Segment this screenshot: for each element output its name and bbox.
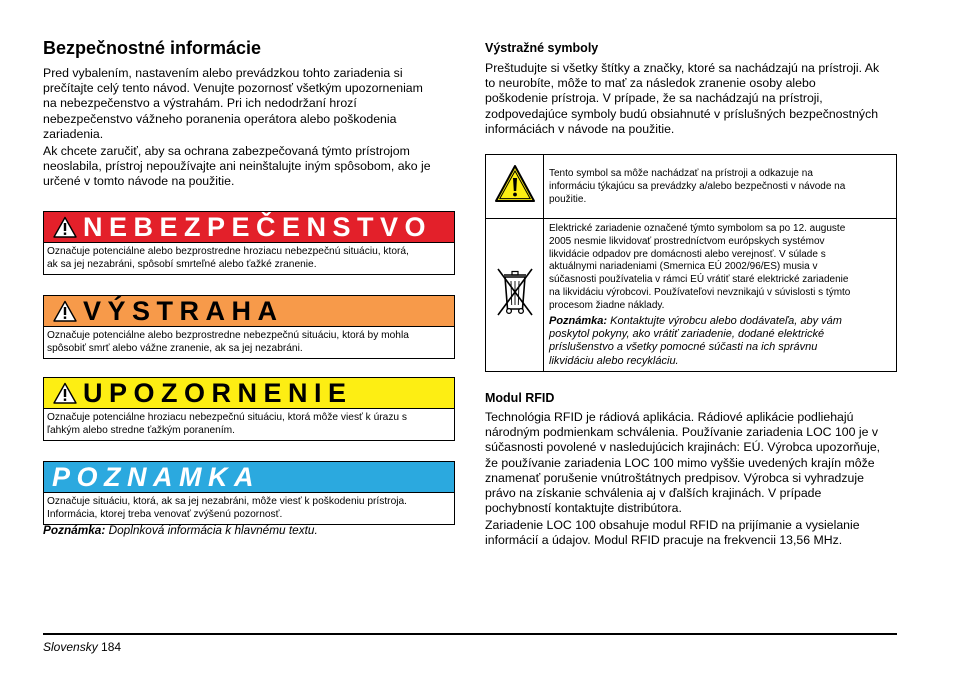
text-line: zodpovedajúce symboly budú obsiahnuté v príslušných bezpečnostných (485, 106, 879, 121)
page-number: 184 (101, 640, 122, 654)
danger-banner (44, 212, 454, 243)
footer-language: Slovensky (43, 640, 98, 654)
warning-triangle-icon (53, 300, 77, 322)
symbol-description (544, 219, 897, 372)
warning-triangle-icon (493, 163, 537, 205)
page-footer (43, 640, 121, 654)
text-line: použitie. (549, 193, 587, 205)
text-line: informáciách v návode na použitie. (485, 121, 675, 136)
text-line: spôsobiť smrť alebo vážne zranenie, ak sa jej nezabráni. (47, 343, 303, 354)
text-line: Tento symbol sa môže nachádzať na prístroji a odkazuje na (549, 168, 813, 179)
danger-triangle-icon (53, 216, 77, 238)
text-line: ľahkým alebo stredne ťažkým poranením. (47, 425, 235, 436)
warning-banner (44, 296, 454, 327)
notice-box (43, 461, 455, 525)
text-line (549, 315, 891, 328)
text-line: znamenať porušenie vnútroštátnych predpisov. Výrobca si vyhradzuje (485, 470, 864, 485)
warning-title: VÝSTRAHA (83, 296, 284, 326)
caution-triangle-icon (53, 382, 77, 404)
text-line: likvidáciu alebo recykláciu. (549, 354, 679, 367)
rfid-paragraph-1 (485, 410, 880, 516)
rfid-paragraph-2 (485, 518, 860, 548)
text-line: Informácia, ktorej treba venovať zvýšenú pozornosť. (47, 509, 283, 520)
text-line: ak sa jej nezabráni, spôsobí smrteľné alebo ťažké zranenie. (47, 259, 317, 270)
text-line: to neurobíte, môže to mať za následok zranenie osoby alebo (485, 76, 816, 91)
text-line: aktuálnymi nariadeniami (Smernica EÚ 2002/96/ES) musia v (549, 261, 818, 273)
text-line: Elektrické zariadenie označené týmto symbolom sa po 12. auguste (549, 223, 846, 234)
symbol-description (544, 155, 897, 219)
symbol-note (549, 315, 891, 369)
notice-title: POZNAMKA (52, 462, 260, 492)
notice-banner (44, 462, 454, 493)
text-line: Označuje potenciálne alebo bezprostredne hroziacu nebezpečnú situáciu, ktorá, (47, 246, 409, 257)
table-row (486, 155, 897, 219)
text-line: národným podmienkam schválenia. Používanie zariadenia LOC 100 je v (485, 425, 879, 440)
text-line: právo na získanie schválenia aj v ďalších krajinách. V prípade (485, 486, 822, 501)
note-line (43, 523, 318, 537)
text-line: prečítajte celý tento návod. Venujte pozornosť všetkým upozorneniam (43, 81, 423, 96)
text-line: Označuje potenciálne hroziacu nebezpečnú situáciu, ktorá môže viesť k úrazu s (47, 412, 408, 423)
notice-description (44, 493, 454, 524)
crossed-out-wheelie-bin-icon (495, 265, 535, 321)
text-line: 2005 nesmie likvidovať prostredníctvom európskych systémov (549, 235, 825, 247)
footer-rule (43, 633, 897, 635)
warning-box (43, 295, 455, 359)
symbols-heading: Výstražné symboly (485, 41, 599, 55)
table-row (486, 219, 897, 372)
note-label: Poznámka: (43, 523, 106, 537)
text-line: príslušenstvo a všetky pomocné súčasti na ich správnu (549, 341, 818, 354)
text-line: že používanie zariadenia LOC 100 mimo vyššie uvedených krajín môže (485, 455, 875, 470)
danger-description (44, 243, 454, 274)
text-line: na likvidáciu výrobcovi. Používateľovi nevznikajú v súvislosti s týmto (549, 286, 851, 298)
text-line: procesom žiadne náklady. (549, 299, 665, 311)
symbols-paragraph (485, 61, 879, 137)
intro-paragraph (43, 66, 423, 142)
text-line: Preštudujte si všetky štítky a značky, ktoré sa nachádzajú na prístroji. Ak (485, 61, 880, 75)
text-line: likvidácie odpadov pre domácnosti alebo verejnosť. V súlade s (549, 248, 826, 260)
text-line: určené v tomto návode na použitie. (43, 174, 235, 189)
text-line: Pred vybalením, nastavením alebo prevádzkou tohto zariadenia si (43, 66, 403, 80)
note-text: Doplnková informácia k hlavnému textu. (108, 523, 318, 537)
rfid-heading: Modul RFID (485, 391, 555, 405)
text-line: zariadenia. (43, 126, 104, 141)
caution-banner (44, 378, 454, 409)
safety-heading: Bezpečnostné informácie (43, 38, 262, 58)
text-line: Ak chcete zaručiť, aby sa ochrana zabezpečovaná týmto prístrojom (43, 144, 410, 158)
text-line: súčasnosti používatelia v rámci EÚ vrátiť staré elektrické zariadenie (549, 274, 849, 286)
text-line: Označuje situáciu, ktorá, ak sa jej nezabráni, môže viesť k poškodeniu prístroja. (47, 496, 407, 507)
text-line: neoslabila, prístroj nepoužívajte ani neinštalujte iným spôsobom, ako je (43, 159, 431, 174)
text-line: Zariadenie LOC 100 obsahuje modul RFID na prijímanie a vysielanie (485, 518, 860, 532)
warning-description (44, 327, 454, 358)
text-line: pochybností kontaktujte distribútora. (485, 501, 682, 516)
caution-box (43, 377, 455, 441)
text-line: nebezpečenstvo vážneho poranenia operátora alebo poškodenia (43, 111, 397, 126)
text-line: Označuje potenciálne alebo bezprostredne nebezpečnú situáciu, ktorá by mohla (47, 330, 409, 341)
symbol-cell (486, 155, 544, 219)
text-line: súčasnosti povolené v nasledujúcich krajinách: EÚ. Výrobca upozorňuje, (485, 440, 881, 455)
caution-description (44, 409, 454, 440)
symbol-note-label: Poznámka: (549, 314, 608, 327)
danger-title: NEBEZPEČENSTVO (83, 212, 433, 242)
text-line: informáciu týkajúcu sa prevádzky a/alebo bezpečnosti v návode na (549, 180, 846, 192)
text-line: na nebezpečenstvo a výstrahám. Pri ich nedodržaní hrozí (43, 96, 357, 111)
usage-paragraph (43, 144, 431, 190)
danger-box (43, 211, 455, 275)
symbols-table (485, 154, 897, 372)
text-line: informácií a údajov. Modul RFID pracuje na frekvencii 13,56 MHz. (485, 533, 843, 548)
symbol-cell (486, 219, 544, 372)
text-line: Technológia RFID je rádiová aplikácia. Rádiové aplikácie podliehajú (485, 410, 854, 424)
caution-title: UPOZORNENIE (83, 378, 353, 408)
text-line: poskytol pokyny, ako vrátiť zariadenie, dodané elektrické (549, 327, 825, 340)
symbol-note-text: Kontaktujte výrobcu alebo dodávateľa, aby vám (607, 314, 842, 327)
text-line: poškodenie prístroja. V prípade, že sa nachádzajú na prístroji, (485, 91, 823, 106)
